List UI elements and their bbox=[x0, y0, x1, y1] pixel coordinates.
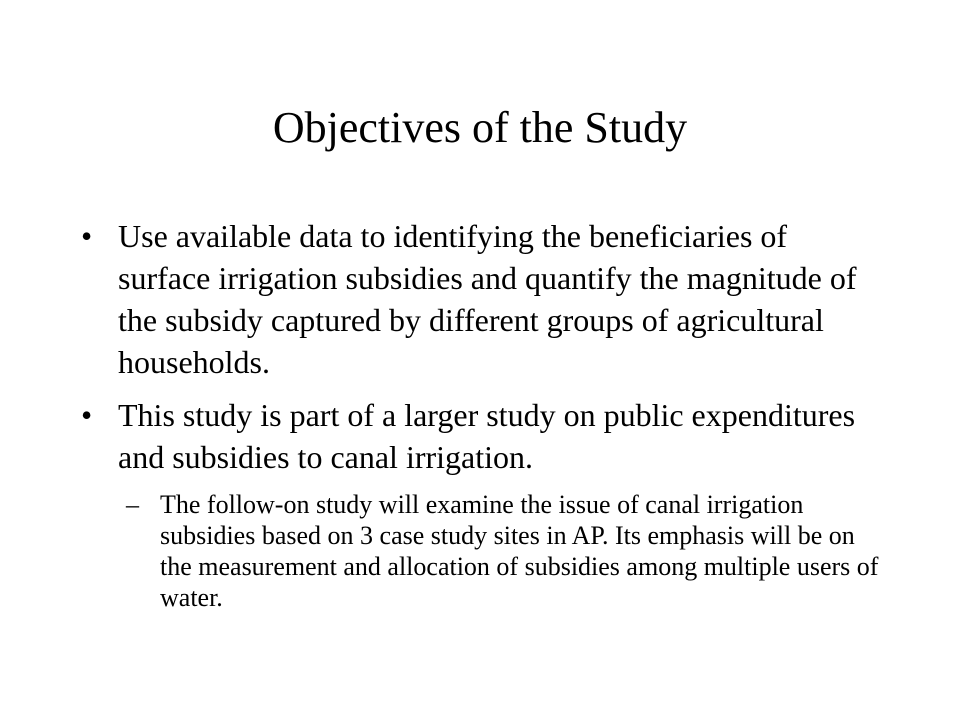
sub-bullet-item-1 bbox=[126, 489, 880, 613]
sub-bullet-text: The follow-on study will examine the issue of canal irrigation subsidies based on 3 case study sites in AP. Its emphasis will be on the measurement and allocation of subsidies among multiple users of water. bbox=[160, 490, 879, 612]
bullet-marker: • bbox=[81, 218, 93, 254]
sub-bullet-marker: – bbox=[126, 490, 139, 519]
bullet-marker: • bbox=[81, 397, 93, 433]
bullet-item-2 bbox=[81, 394, 858, 478]
bullet-item-1 bbox=[81, 215, 858, 383]
bullet-text: Use available data to identifying the beneficiaries of surface irrigation subsidies and quantify the magnitude of the subsidy captured by different groups of agricultural households. bbox=[118, 218, 857, 380]
bullet-text: This study is part of a larger study on public expenditures and subsidies to canal irrigation. bbox=[118, 397, 856, 475]
slide-title: Objectives of the Study bbox=[272, 103, 688, 152]
slide-content bbox=[0, 215, 960, 613]
